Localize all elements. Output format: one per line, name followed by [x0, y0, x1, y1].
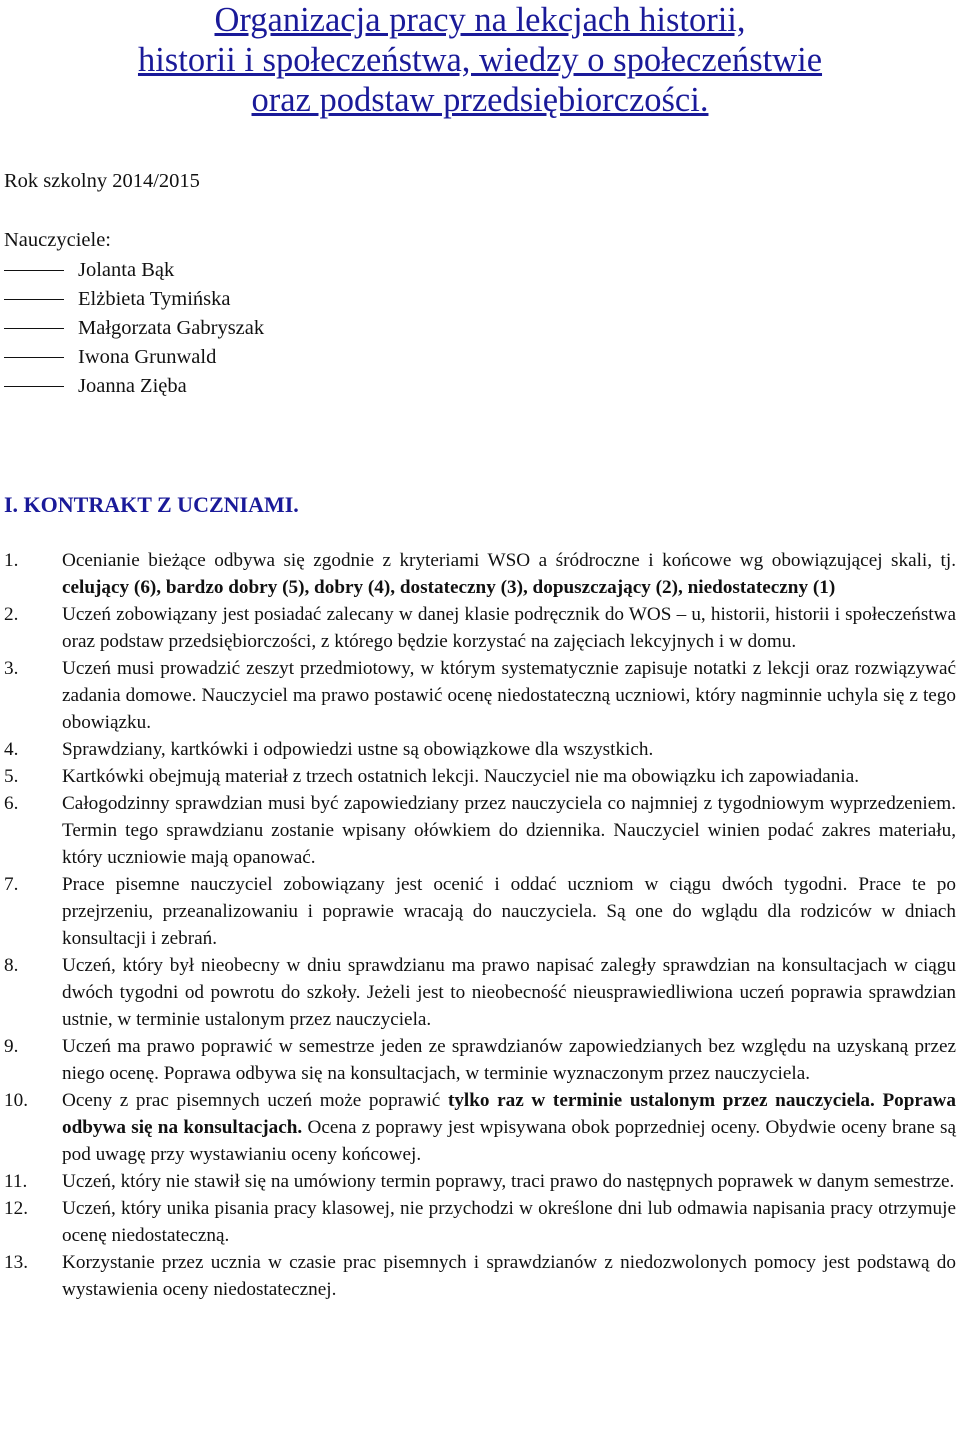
rule-item — [4, 1168, 956, 1195]
rule-number: 1. — [4, 550, 19, 571]
rule-text: Kartkówki obejmują materiał z trzech ostatnich lekcji. Nauczyciel nie ma obowiązku ich zapowiadania. — [62, 766, 860, 787]
teacher-name: Iwona Grunwald — [78, 346, 217, 368]
section-heading: I. KONTRAKT Z UCZNIAMI. — [4, 492, 299, 517]
dash-bullet — [4, 299, 64, 300]
rule-text-part: Ocena z poprawy jest wpisywana obok poprzedniej oceny. Obydwie oceny brane są pod uwagę przy wystawianiu oceny końcowej. — [62, 1117, 956, 1165]
rule-number: 9. — [4, 1036, 19, 1057]
dash-bullet — [4, 357, 64, 358]
rule-number: 8. — [4, 955, 19, 976]
teacher-item — [4, 285, 264, 314]
rule-text: Uczeń, który nie stawił się na umówiony termin poprawy, traci prawo do następnych poprawek w danym semestrze. — [62, 1171, 955, 1192]
rule-text: Uczeń zobowiązany jest posiadać zalecany w danej klasie podręcznik do WOS – u, historii, historii i społeczeństwa oraz podstaw przedsiębiorczości, z którego będzie korzystać na zajęciach lekcyjnych i w domu. — [62, 604, 956, 652]
rule-number: 12. — [4, 1198, 28, 1219]
rule-text: Sprawdziany, kartkówki i odpowiedzi ustne są obowiązkowe dla wszystkich. — [62, 739, 654, 760]
rule-text — [62, 547, 956, 601]
teachers-list — [4, 256, 264, 401]
rule-text: Uczeń, który był nieobecny w dniu sprawdzianu ma prawo napisać zaległy sprawdzian na konsultacjach w ciągu dwóch tygodni od powrotu do szkoły. Jeżeli jest to nieobecność nieusprawiedliwiona uczeń poprawia sprawdzian ustnie, w terminie ustalonym przez nauczyciela. — [62, 955, 956, 1030]
rule-number: 2. — [4, 604, 19, 625]
rule-item — [4, 790, 956, 871]
rule-item — [4, 1087, 956, 1168]
rule-item — [4, 763, 956, 790]
rule-number: 13. — [4, 1252, 28, 1273]
rule-number: 6. — [4, 793, 19, 814]
rule-text-bold: tylko raz w terminie ustalonym przez nauczyciela. Poprawa odbywa się na konsultacjach. — [62, 1090, 956, 1138]
title-line-2: historii i społeczeństwa, wiedzy o społeczeństwie — [137, 41, 823, 79]
teacher-item — [4, 256, 264, 285]
teacher-name: Małgorzata Gabryszak — [78, 317, 265, 339]
rule-number: 10. — [4, 1090, 28, 1111]
rule-item — [4, 1249, 956, 1303]
rule-text: Całogodzinny sprawdzian musi być zapowiedziany przez nauczyciela co najmniej z tygodniowym wyprzedzeniem. Termin tego sprawdzianu zostanie wpisany ołówkiem do dziennika. Nauczyciel winien podać zakres materiału, który uczniowie mają opanować. — [62, 793, 956, 868]
teachers-label: Nauczyciele: — [4, 229, 111, 251]
rule-text — [62, 1087, 956, 1168]
rule-item — [4, 601, 956, 655]
rule-text-part: Oceny z prac pisemnych uczeń może poprawić — [62, 1090, 448, 1111]
teacher-name: Elżbieta Tymińska — [78, 288, 231, 310]
rule-item — [4, 736, 956, 763]
teacher-name: Jolanta Bąk — [78, 259, 175, 281]
rule-item — [4, 952, 956, 1033]
rule-number: 3. — [4, 658, 19, 679]
title-line-1: Organizacja pracy na lekcjach historii, — [214, 1, 746, 39]
rule-text: Uczeń ma prawo poprawić w semestrze jeden ze sprawdzianów zapowiedzianych bez względu na uzyskaną przez niego ocenę. Poprawa odbywa się na konsultacjach, w terminie wyznaczonym przez nauczyciela. — [62, 1036, 956, 1084]
rule-number: 4. — [4, 739, 19, 760]
rule-text: Uczeń, który unika pisania pracy klasowej, nie przychodzi w określone dni lub odmawia napisania pracy otrzymuje ocenę niedostateczną. — [62, 1198, 956, 1246]
dash-bullet — [4, 328, 64, 329]
rule-item — [4, 1195, 956, 1249]
teacher-name: Joanna Zięba — [78, 375, 187, 397]
rule-text: Uczeń musi prowadzić zeszyt przedmiotowy, w którym systematycznie zapisuje notatki z lekcji oraz rozwiązywać zadania domowe. Nauczyciel ma prawo postawić ocenę niedostateczną uczniowi, który nagminnie uchyla się z tego obowiązku. — [62, 658, 956, 733]
dash-bullet — [4, 386, 64, 387]
rule-text-part: Ocenianie bieżące odbywa się zgodnie z kryteriami WSO a śródroczne i końcowe wg obowiązującej skali, tj. — [62, 550, 956, 571]
title-line-3: oraz podstaw przedsiębiorczości. — [251, 81, 709, 119]
rule-item — [4, 871, 956, 952]
teacher-item — [4, 314, 264, 343]
rule-item — [4, 1033, 956, 1087]
teacher-item — [4, 343, 264, 372]
teacher-item — [4, 372, 264, 401]
rule-text: Prace pisemne nauczyciel zobowiązany jest ocenić i oddać uczniom w ciągu dwóch tygodni. Prace te po przejrzeniu, przeanalizowaniu i poprawie wracają do nauczyciela. Są one do wglądu dla rodziców w dniach konsultacji i zebrań. — [62, 874, 956, 949]
school-year: Rok szkolny 2014/2015 — [4, 170, 200, 192]
rules-list — [4, 547, 956, 1303]
rule-number: 5. — [4, 766, 19, 787]
rule-item — [4, 655, 956, 736]
dash-bullet — [4, 270, 64, 271]
rule-number: 11. — [4, 1171, 28, 1192]
page-title — [0, 0, 960, 120]
rule-item — [4, 547, 956, 601]
rule-text: Korzystanie przez ucznia w czasie prac pisemnych i sprawdzianów z niedozwolonych pomocy jest podstawą do wystawienia oceny niedostatecznej. — [62, 1252, 956, 1300]
rule-number: 7. — [4, 874, 19, 895]
rule-text-bold: celujący (6), bardzo dobry (5), dobry (4), dostateczny (3), dopuszczający (2), niedostateczny (1) — [62, 577, 836, 598]
